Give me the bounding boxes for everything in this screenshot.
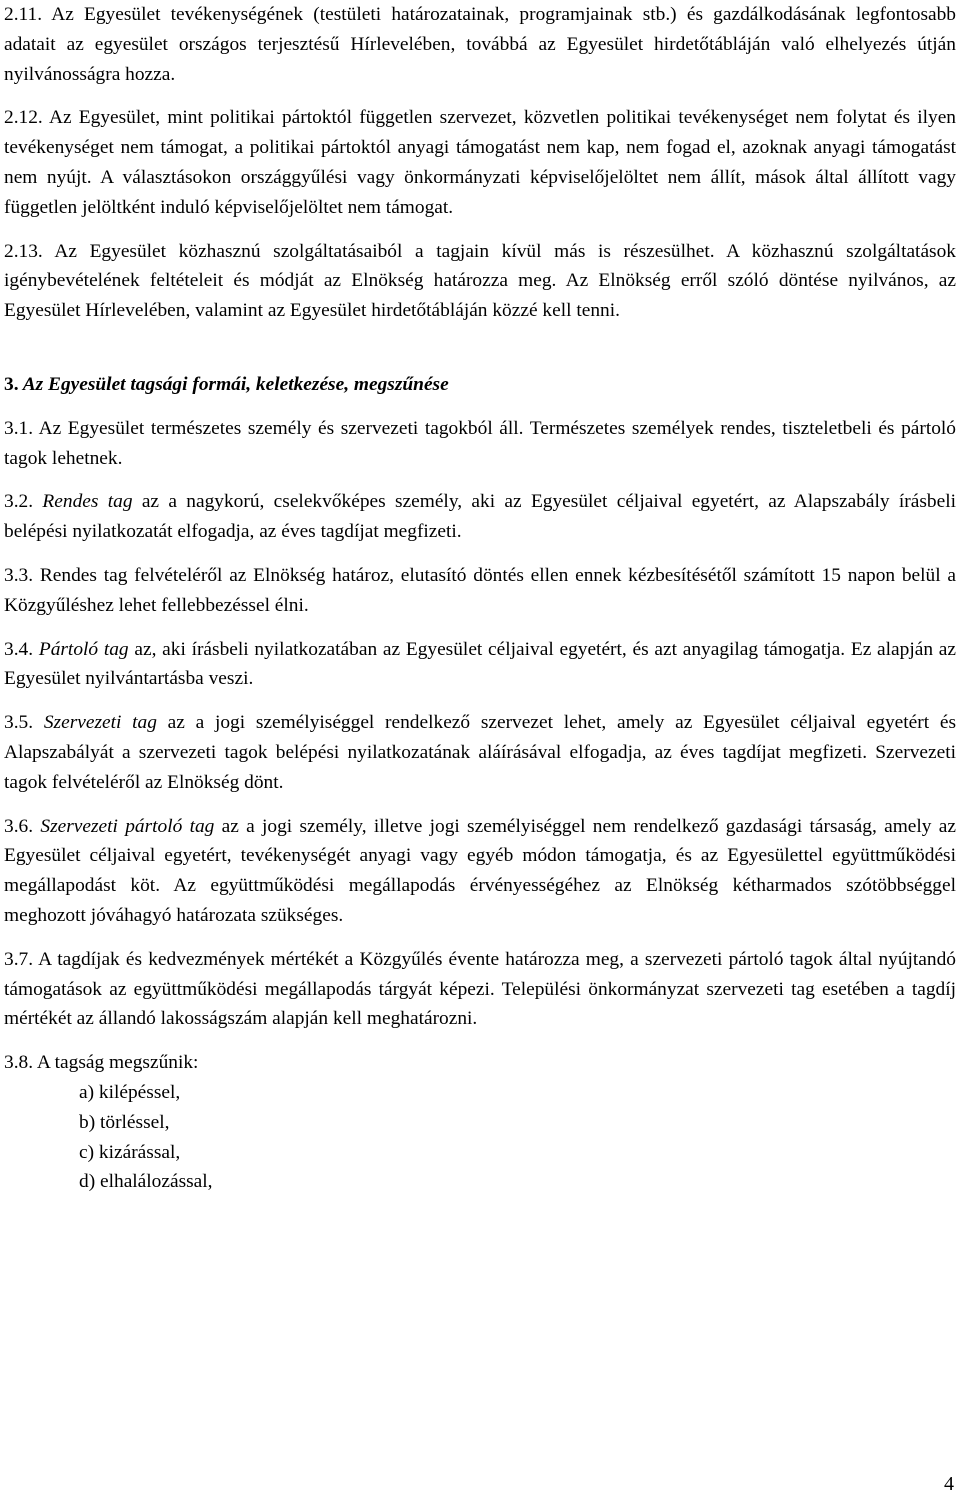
paragraph-3-3: 3.3. Rendes tag felvételéről az Elnökség határoz, elutasító döntés ellen ennek kézbesítésétől számított 15 napon belül a Közgyűléshez lehet fellebbezéssel élni. (4, 564, 956, 616)
paragraph-number: 3.6. (4, 815, 34, 837)
defined-term: Szervezeti pártoló tag (40, 815, 215, 837)
paragraph-2-12: 2.12. Az Egyesület, mint politikai pártoktól független szervezet, közvetlen politikai tevékenységet nem folytat és ilyen tevékenységet nem támogat, a politikai pártoktól anyagi támogatást nem kap, nem fogad el, azoknak anyagi támogatást nem nyújt. A választásokon országgyűlési vagy önkormányzati képviselőjelöltet nem állít, mások által állított vagy független jelöltként induló képviselőjelöltet nem támogat. (4, 107, 956, 218)
spacer (4, 223, 956, 237)
paragraph-3-4 (4, 635, 956, 695)
paragraph-2-13: 2.13. Az Egyesület közhasznú szolgáltatásaiból a tagjain kívül más is részesülhet. A közhasznú szolgáltatások igénybevételének feltételeit és módját az Elnökség határozza meg. Az Elnökség erről szóló döntése nyilvános, az Egyesület Hírlevelében, valamint az Egyesület hirdetőtábláján közzé kell tenni. (4, 240, 956, 322)
spacer (4, 694, 956, 708)
paragraph-2-11: 2.11. Az Egyesület tevékenységének (testületi határozatainak, programjainak stb.) és gazdálkodásának legfontosabb adatait az egyesület országos terjesztésű Hírlevelében, továbbá az Egyesület hirdetőtábláján való elhelyezés útján nyilvánosságra hozza. (4, 4, 956, 85)
defined-term: Szervezeti tag (43, 712, 157, 734)
paragraph-3-8-intro: 3.8. A tagság megszűnik: (4, 1052, 199, 1074)
spacer (4, 931, 956, 945)
list-item: a) kilépéssel, (79, 1081, 181, 1103)
defined-term: Rendes tag (42, 491, 133, 513)
termination-list (4, 1078, 956, 1197)
section-title: Az Egyesület tagsági formái, keletkezése, megszűnése (22, 373, 449, 395)
section-heading-3 (4, 370, 956, 400)
paragraph-text: az, aki írásbeli nyilatkozatában az Egyesület céljaival egyetért, és azt anyagilag támogatja. Ez alapján az Egyesület nyilvántartásba veszi. (4, 638, 956, 690)
spacer (4, 89, 956, 103)
section-number: 3. (4, 373, 19, 395)
list-item: d) elhalálozással, (79, 1171, 213, 1193)
paragraph-number: 3.4. (4, 638, 34, 660)
paragraph-3-2 (4, 487, 956, 547)
paragraph-3-5 (4, 708, 956, 797)
defined-term: Pártoló tag (38, 638, 129, 660)
paragraph-3-6 (4, 812, 956, 931)
document-page (4, 0, 956, 1197)
spacer (4, 547, 956, 561)
paragraph-number: 3.2. (4, 491, 34, 513)
paragraph-text: az a jogi személy, illetve jogi személyiséggel nem rendelkező gazdasági társaság, amely az Egyesület céljaival egyetért, tevékenységét anyagi vagy egyéb módon támogatja, és az Egyesülettel együttműködési megállapodást köt. Az együttműködési megállapodás érvényességéhez az Elnökség kétharmados szótöbbséggel meghozott jóváhagyó határozata szükséges. (4, 815, 956, 926)
spacer (4, 326, 956, 370)
paragraph-text: az a nagykorú, cselekvőképes személy, aki az Egyesület céljaival egyetért, az Alapszabály írásbeli belépési nyilatkozatát elfogadja, az éves tagdíjat megfizeti. (4, 491, 956, 543)
paragraph-text: az a jogi személyiséggel rendelkező szervezet lehet, amely az Egyesület céljaival egyetért és Alapszabályát a szervezeti tagok belépési nyilatkozatának aláírásával elfogadja, az éves tagdíjat megfizeti. Szervezeti tagok felvételéről az Elnökség dönt. (4, 712, 956, 793)
spacer (4, 621, 956, 635)
list-item: c) kizárással, (79, 1141, 181, 1163)
spacer (4, 1034, 956, 1048)
spacer (4, 400, 956, 414)
paragraph-3-1: 3.1. Az Egyesület természetes személy és szervezeti tagokból áll. Természetes személyek rendes, tiszteletbeli és pártoló tagok lehetnek. (4, 417, 956, 469)
list-item: b) törléssel, (79, 1111, 170, 1133)
spacer (4, 798, 956, 812)
paragraph-3-7: 3.7. A tagdíjak és kedvezmények mértékét a Közgyűlés évente határozza meg, a szervezeti pártoló tagok által nyújtandó támogatások az együttműködési megállapodás tárgyát képezi. Települési önkormányzat szervezeti tag esetében a tagdíj mértékét az állandó lakosságszám alapján kell meghatározni. (4, 948, 956, 1030)
paragraph-number: 3.5. (4, 712, 34, 734)
page-number: 4 (944, 1473, 954, 1495)
spacer (4, 473, 956, 487)
